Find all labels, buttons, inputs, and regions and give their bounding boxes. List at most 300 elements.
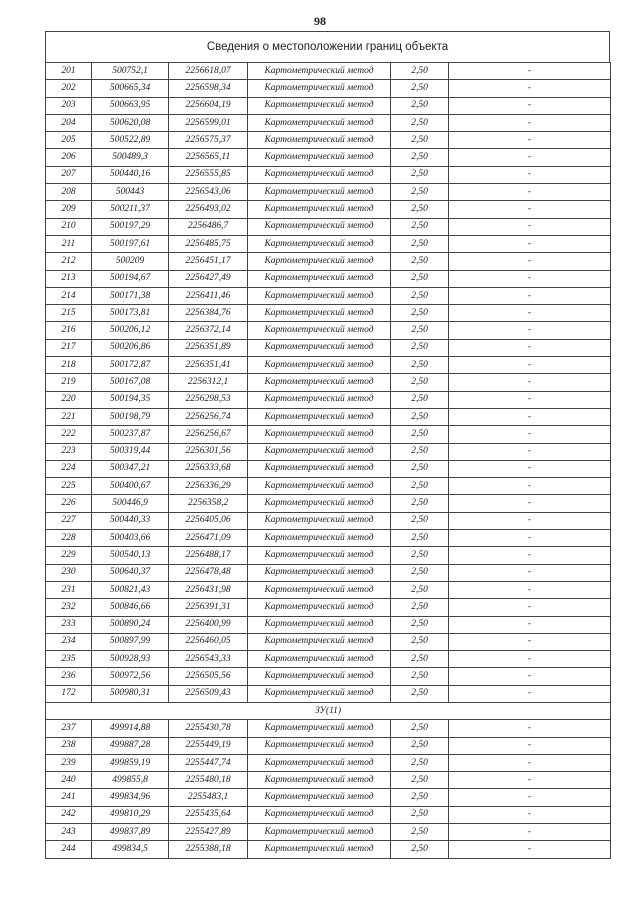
y-coordinate-cell: 2256485,75 — [169, 235, 248, 252]
y-coordinate-cell: 2256351,41 — [169, 357, 248, 374]
table-row — [46, 547, 611, 564]
description-cell: - — [449, 322, 611, 339]
method-cell: Картометрический метод — [248, 235, 391, 252]
x-coordinate-cell: 500194,67 — [92, 270, 169, 287]
method-cell: Картометрический метод — [248, 132, 391, 149]
description-cell: - — [449, 114, 611, 131]
point-number-cell: 218 — [46, 357, 92, 374]
method-cell: Картометрический метод — [248, 270, 391, 287]
point-number-cell: 234 — [46, 633, 92, 650]
y-coordinate-cell: 2255447,74 — [169, 754, 248, 771]
method-cell: Картометрический метод — [248, 841, 391, 858]
table-row — [46, 374, 611, 391]
method-cell: Картометрический метод — [248, 668, 391, 685]
y-coordinate-cell: 2256256,74 — [169, 408, 248, 425]
precision-cell: 2,50 — [391, 374, 449, 391]
y-coordinate-cell: 2256460,05 — [169, 633, 248, 650]
table-row — [46, 478, 611, 495]
x-coordinate-cell: 500540,13 — [92, 547, 169, 564]
description-cell: - — [449, 97, 611, 114]
group-row — [46, 702, 611, 719]
precision-cell: 2,50 — [391, 841, 449, 858]
table-row — [46, 806, 611, 823]
precision-cell: 2,50 — [391, 512, 449, 529]
table-row — [46, 63, 611, 80]
method-cell: Картометрический метод — [248, 97, 391, 114]
method-cell: Картометрический метод — [248, 63, 391, 80]
x-coordinate-cell: 500522,89 — [92, 132, 169, 149]
y-coordinate-cell: 2256565,11 — [169, 149, 248, 166]
y-coordinate-cell: 2255449,19 — [169, 737, 248, 754]
point-number-cell: 240 — [46, 772, 92, 789]
precision-cell: 2,50 — [391, 616, 449, 633]
point-number-cell: 226 — [46, 495, 92, 512]
x-coordinate-cell: 500897,99 — [92, 633, 169, 650]
point-number-cell: 238 — [46, 737, 92, 754]
y-coordinate-cell: 2256488,17 — [169, 547, 248, 564]
page-number: 98 — [314, 14, 326, 28]
precision-cell: 2,50 — [391, 426, 449, 443]
description-cell: - — [449, 581, 611, 598]
precision-cell: 2,50 — [391, 114, 449, 131]
y-coordinate-cell: 2255388,18 — [169, 841, 248, 858]
method-cell: Картометрический метод — [248, 305, 391, 322]
table-row — [46, 460, 611, 477]
x-coordinate-cell: 500665,34 — [92, 80, 169, 97]
y-coordinate-cell: 2256301,56 — [169, 443, 248, 460]
precision-cell: 2,50 — [391, 547, 449, 564]
method-cell: Картометрический метод — [248, 633, 391, 650]
x-coordinate-cell: 500972,56 — [92, 668, 169, 685]
y-coordinate-cell: 2256478,48 — [169, 564, 248, 581]
y-coordinate-cell: 2256604,19 — [169, 97, 248, 114]
description-cell: - — [449, 530, 611, 547]
method-cell: Картометрический метод — [248, 166, 391, 183]
y-coordinate-cell: 2256351,89 — [169, 339, 248, 356]
precision-cell: 2,50 — [391, 218, 449, 235]
table-row — [46, 253, 611, 270]
y-coordinate-cell: 2256372,14 — [169, 322, 248, 339]
x-coordinate-cell: 500194,35 — [92, 391, 169, 408]
table-row — [46, 824, 611, 841]
table-row — [46, 530, 611, 547]
point-number-cell: 209 — [46, 201, 92, 218]
y-coordinate-cell: 2256555,85 — [169, 166, 248, 183]
point-number-cell: 236 — [46, 668, 92, 685]
x-coordinate-cell: 500209 — [92, 253, 169, 270]
precision-cell: 2,50 — [391, 63, 449, 80]
table-row — [46, 201, 611, 218]
coordinates-table-body — [46, 63, 611, 859]
description-cell: - — [449, 754, 611, 771]
table-row — [46, 408, 611, 425]
point-number-cell: 213 — [46, 270, 92, 287]
table-row — [46, 599, 611, 616]
y-coordinate-cell: 2256336,29 — [169, 478, 248, 495]
x-coordinate-cell: 500237,87 — [92, 426, 169, 443]
description-cell: - — [449, 201, 611, 218]
point-number-cell: 208 — [46, 184, 92, 201]
precision-cell: 2,50 — [391, 720, 449, 737]
precision-cell: 2,50 — [391, 339, 449, 356]
table-row — [46, 668, 611, 685]
y-coordinate-cell: 2256333,68 — [169, 460, 248, 477]
method-cell: Картометрический метод — [248, 685, 391, 702]
x-coordinate-cell: 500928,93 — [92, 651, 169, 668]
table-row — [46, 581, 611, 598]
description-cell: - — [449, 720, 611, 737]
x-coordinate-cell: 499834,5 — [92, 841, 169, 858]
description-cell: - — [449, 651, 611, 668]
table-row — [46, 564, 611, 581]
x-coordinate-cell: 500440,16 — [92, 166, 169, 183]
y-coordinate-cell: 2255435,64 — [169, 806, 248, 823]
x-coordinate-cell: 500319,44 — [92, 443, 169, 460]
point-number-cell: 228 — [46, 530, 92, 547]
method-cell: Картометрический метод — [248, 201, 391, 218]
x-coordinate-cell: 500640,37 — [92, 564, 169, 581]
point-number-cell: 244 — [46, 841, 92, 858]
x-coordinate-cell: 500890,24 — [92, 616, 169, 633]
table-row — [46, 235, 611, 252]
y-coordinate-cell: 2256312,1 — [169, 374, 248, 391]
x-coordinate-cell: 499810,29 — [92, 806, 169, 823]
description-cell: - — [449, 806, 611, 823]
precision-cell: 2,50 — [391, 322, 449, 339]
method-cell: Картометрический метод — [248, 530, 391, 547]
point-number-cell: 220 — [46, 391, 92, 408]
description-cell: - — [449, 184, 611, 201]
point-number-cell: 203 — [46, 97, 92, 114]
y-coordinate-cell: 2256431,98 — [169, 581, 248, 598]
description-cell: - — [449, 166, 611, 183]
method-cell: Картометрический метод — [248, 339, 391, 356]
precision-cell: 2,50 — [391, 478, 449, 495]
y-coordinate-cell: 2256411,46 — [169, 287, 248, 304]
x-coordinate-cell: 500211,37 — [92, 201, 169, 218]
method-cell: Картометрический метод — [248, 426, 391, 443]
point-number-cell: 242 — [46, 806, 92, 823]
table-row — [46, 685, 611, 702]
precision-cell: 2,50 — [391, 184, 449, 201]
x-coordinate-cell: 500663,95 — [92, 97, 169, 114]
y-coordinate-cell: 2256256,67 — [169, 426, 248, 443]
y-coordinate-cell: 2256427,49 — [169, 270, 248, 287]
point-number-cell: 239 — [46, 754, 92, 771]
description-cell: - — [449, 218, 611, 235]
coordinates-table-frame — [45, 31, 610, 859]
point-number-cell: 202 — [46, 80, 92, 97]
precision-cell: 2,50 — [391, 824, 449, 841]
precision-cell: 2,50 — [391, 201, 449, 218]
method-cell: Картометрический метод — [248, 287, 391, 304]
point-number-cell: 211 — [46, 235, 92, 252]
point-number-cell: 227 — [46, 512, 92, 529]
precision-cell: 2,50 — [391, 789, 449, 806]
description-cell: - — [449, 460, 611, 477]
x-coordinate-cell: 500752,1 — [92, 63, 169, 80]
x-coordinate-cell: 500403,66 — [92, 530, 169, 547]
precision-cell: 2,50 — [391, 737, 449, 754]
point-number-cell: 222 — [46, 426, 92, 443]
x-coordinate-cell: 499855,8 — [92, 772, 169, 789]
point-number-cell: 232 — [46, 599, 92, 616]
method-cell: Картометрический метод — [248, 114, 391, 131]
x-coordinate-cell: 500620,08 — [92, 114, 169, 131]
y-coordinate-cell: 2256298,53 — [169, 391, 248, 408]
method-cell: Картометрический метод — [248, 824, 391, 841]
description-cell: - — [449, 287, 611, 304]
method-cell: Картометрический метод — [248, 806, 391, 823]
table-row — [46, 633, 611, 650]
method-cell: Картометрический метод — [248, 772, 391, 789]
precision-cell: 2,50 — [391, 357, 449, 374]
precision-cell: 2,50 — [391, 443, 449, 460]
description-cell: - — [449, 668, 611, 685]
description-cell: - — [449, 149, 611, 166]
description-cell: - — [449, 633, 611, 650]
point-number-cell: 214 — [46, 287, 92, 304]
description-cell: - — [449, 841, 611, 858]
y-coordinate-cell: 2255483,1 — [169, 789, 248, 806]
y-coordinate-cell: 2256451,17 — [169, 253, 248, 270]
table-row — [46, 841, 611, 858]
table-row — [46, 754, 611, 771]
point-number-cell: 216 — [46, 322, 92, 339]
method-cell: Картометрический метод — [248, 218, 391, 235]
y-coordinate-cell: 2256391,31 — [169, 599, 248, 616]
method-cell: Картометрический метод — [248, 581, 391, 598]
x-coordinate-cell: 500440,33 — [92, 512, 169, 529]
point-number-cell: 221 — [46, 408, 92, 425]
method-cell: Картометрический метод — [248, 478, 391, 495]
table-row — [46, 651, 611, 668]
point-number-cell: 210 — [46, 218, 92, 235]
description-cell: - — [449, 132, 611, 149]
method-cell: Картометрический метод — [248, 754, 391, 771]
table-row — [46, 80, 611, 97]
method-cell: Картометрический метод — [248, 651, 391, 668]
precision-cell: 2,50 — [391, 253, 449, 270]
point-number-cell: 206 — [46, 149, 92, 166]
y-coordinate-cell: 2256384,76 — [169, 305, 248, 322]
x-coordinate-cell: 500489,3 — [92, 149, 169, 166]
table-row — [46, 391, 611, 408]
table-row — [46, 772, 611, 789]
table-row — [46, 97, 611, 114]
method-cell: Картометрический метод — [248, 720, 391, 737]
table-row — [46, 443, 611, 460]
point-number-cell: 233 — [46, 616, 92, 633]
precision-cell: 2,50 — [391, 772, 449, 789]
x-coordinate-cell: 500206,86 — [92, 339, 169, 356]
x-coordinate-cell: 500347,21 — [92, 460, 169, 477]
table-row — [46, 357, 611, 374]
precision-cell: 2,50 — [391, 530, 449, 547]
description-cell: - — [449, 495, 611, 512]
table-row — [46, 114, 611, 131]
description-cell: - — [449, 270, 611, 287]
method-cell: Картометрический метод — [248, 443, 391, 460]
point-number-cell: 235 — [46, 651, 92, 668]
table-row — [46, 184, 611, 201]
y-coordinate-cell: 2256400,99 — [169, 616, 248, 633]
description-cell: - — [449, 63, 611, 80]
method-cell: Картометрический метод — [248, 789, 391, 806]
description-cell: - — [449, 564, 611, 581]
method-cell: Картометрический метод — [248, 460, 391, 477]
point-number-cell: 204 — [46, 114, 92, 131]
y-coordinate-cell: 2256509,43 — [169, 685, 248, 702]
description-cell: - — [449, 374, 611, 391]
precision-cell: 2,50 — [391, 235, 449, 252]
point-number-cell: 223 — [46, 443, 92, 460]
table-row — [46, 166, 611, 183]
description-cell: - — [449, 685, 611, 702]
point-number-cell: 217 — [46, 339, 92, 356]
table-row — [46, 426, 611, 443]
table-row — [46, 720, 611, 737]
precision-cell: 2,50 — [391, 495, 449, 512]
method-cell: Картометрический метод — [248, 357, 391, 374]
description-cell: - — [449, 789, 611, 806]
method-cell: Картометрический метод — [248, 149, 391, 166]
precision-cell: 2,50 — [391, 80, 449, 97]
point-number-cell: 241 — [46, 789, 92, 806]
precision-cell: 2,50 — [391, 305, 449, 322]
method-cell: Картометрический метод — [248, 495, 391, 512]
method-cell: Картометрический метод — [248, 564, 391, 581]
y-coordinate-cell: 2256493,02 — [169, 201, 248, 218]
y-coordinate-cell: 2255480,18 — [169, 772, 248, 789]
description-cell: - — [449, 391, 611, 408]
precision-cell: 2,50 — [391, 408, 449, 425]
x-coordinate-cell: 500197,61 — [92, 235, 169, 252]
method-cell: Картометрический метод — [248, 253, 391, 270]
x-coordinate-cell: 500446,9 — [92, 495, 169, 512]
method-cell: Картометрический метод — [248, 547, 391, 564]
table-row — [46, 132, 611, 149]
description-cell: - — [449, 824, 611, 841]
x-coordinate-cell: 499887,28 — [92, 737, 169, 754]
point-number-cell: 205 — [46, 132, 92, 149]
point-number-cell: 207 — [46, 166, 92, 183]
y-coordinate-cell: 2256543,33 — [169, 651, 248, 668]
x-coordinate-cell: 499859,19 — [92, 754, 169, 771]
description-cell: - — [449, 357, 611, 374]
y-coordinate-cell: 2256405,06 — [169, 512, 248, 529]
precision-cell: 2,50 — [391, 166, 449, 183]
precision-cell: 2,50 — [391, 685, 449, 702]
point-number-cell: 212 — [46, 253, 92, 270]
x-coordinate-cell: 500980,31 — [92, 685, 169, 702]
precision-cell: 2,50 — [391, 149, 449, 166]
description-cell: - — [449, 253, 611, 270]
precision-cell: 2,50 — [391, 754, 449, 771]
description-cell: - — [449, 599, 611, 616]
y-coordinate-cell: 2256599,01 — [169, 114, 248, 131]
method-cell: Картометрический метод — [248, 391, 391, 408]
table-row — [46, 270, 611, 287]
x-coordinate-cell: 500173,81 — [92, 305, 169, 322]
description-cell: - — [449, 478, 611, 495]
table-row — [46, 322, 611, 339]
precision-cell: 2,50 — [391, 668, 449, 685]
x-coordinate-cell: 500167,08 — [92, 374, 169, 391]
method-cell: Картометрический метод — [248, 374, 391, 391]
y-coordinate-cell: 2256598,34 — [169, 80, 248, 97]
table-row — [46, 495, 611, 512]
method-cell: Картометрический метод — [248, 616, 391, 633]
method-cell: Картометрический метод — [248, 512, 391, 529]
x-coordinate-cell: 499837,89 — [92, 824, 169, 841]
point-number-cell: 219 — [46, 374, 92, 391]
y-coordinate-cell: 2255427,89 — [169, 824, 248, 841]
table-header: Сведения о местоположении границ объекта — [45, 31, 610, 62]
precision-cell: 2,50 — [391, 391, 449, 408]
table-row — [46, 305, 611, 322]
point-number-cell: 243 — [46, 824, 92, 841]
precision-cell: 2,50 — [391, 97, 449, 114]
table-row — [46, 287, 611, 304]
x-coordinate-cell: 499834,96 — [92, 789, 169, 806]
table-row — [46, 789, 611, 806]
method-cell: Картометрический метод — [248, 737, 391, 754]
precision-cell: 2,50 — [391, 270, 449, 287]
description-cell: - — [449, 547, 611, 564]
description-cell: - — [449, 512, 611, 529]
point-number-cell: 229 — [46, 547, 92, 564]
method-cell: Картометрический метод — [248, 408, 391, 425]
x-coordinate-cell: 500172,87 — [92, 357, 169, 374]
description-cell: - — [449, 426, 611, 443]
point-number-cell: 231 — [46, 581, 92, 598]
x-coordinate-cell: 500198,79 — [92, 408, 169, 425]
method-cell: Картометрический метод — [248, 599, 391, 616]
precision-cell: 2,50 — [391, 651, 449, 668]
precision-cell: 2,50 — [391, 806, 449, 823]
x-coordinate-cell: 500821,43 — [92, 581, 169, 598]
description-cell: - — [449, 339, 611, 356]
point-number-cell: 225 — [46, 478, 92, 495]
precision-cell: 2,50 — [391, 287, 449, 304]
point-number-cell: 201 — [46, 63, 92, 80]
y-coordinate-cell: 2255430,78 — [169, 720, 248, 737]
point-number-cell: 237 — [46, 720, 92, 737]
table-row — [46, 149, 611, 166]
table-row — [46, 218, 611, 235]
description-cell: - — [449, 443, 611, 460]
x-coordinate-cell: 499914,88 — [92, 720, 169, 737]
description-cell: - — [449, 408, 611, 425]
x-coordinate-cell: 500400,67 — [92, 478, 169, 495]
y-coordinate-cell: 2256575,37 — [169, 132, 248, 149]
precision-cell: 2,50 — [391, 633, 449, 650]
description-cell: - — [449, 772, 611, 789]
x-coordinate-cell: 500197,29 — [92, 218, 169, 235]
point-number-cell: 224 — [46, 460, 92, 477]
y-coordinate-cell: 2256543,06 — [169, 184, 248, 201]
description-cell: - — [449, 80, 611, 97]
precision-cell: 2,50 — [391, 581, 449, 598]
point-number-cell: 215 — [46, 305, 92, 322]
y-coordinate-cell: 2256358,2 — [169, 495, 248, 512]
method-cell: Картометрический метод — [248, 322, 391, 339]
precision-cell: 2,50 — [391, 599, 449, 616]
precision-cell: 2,50 — [391, 132, 449, 149]
table-row — [46, 512, 611, 529]
y-coordinate-cell: 2256486,7 — [169, 218, 248, 235]
